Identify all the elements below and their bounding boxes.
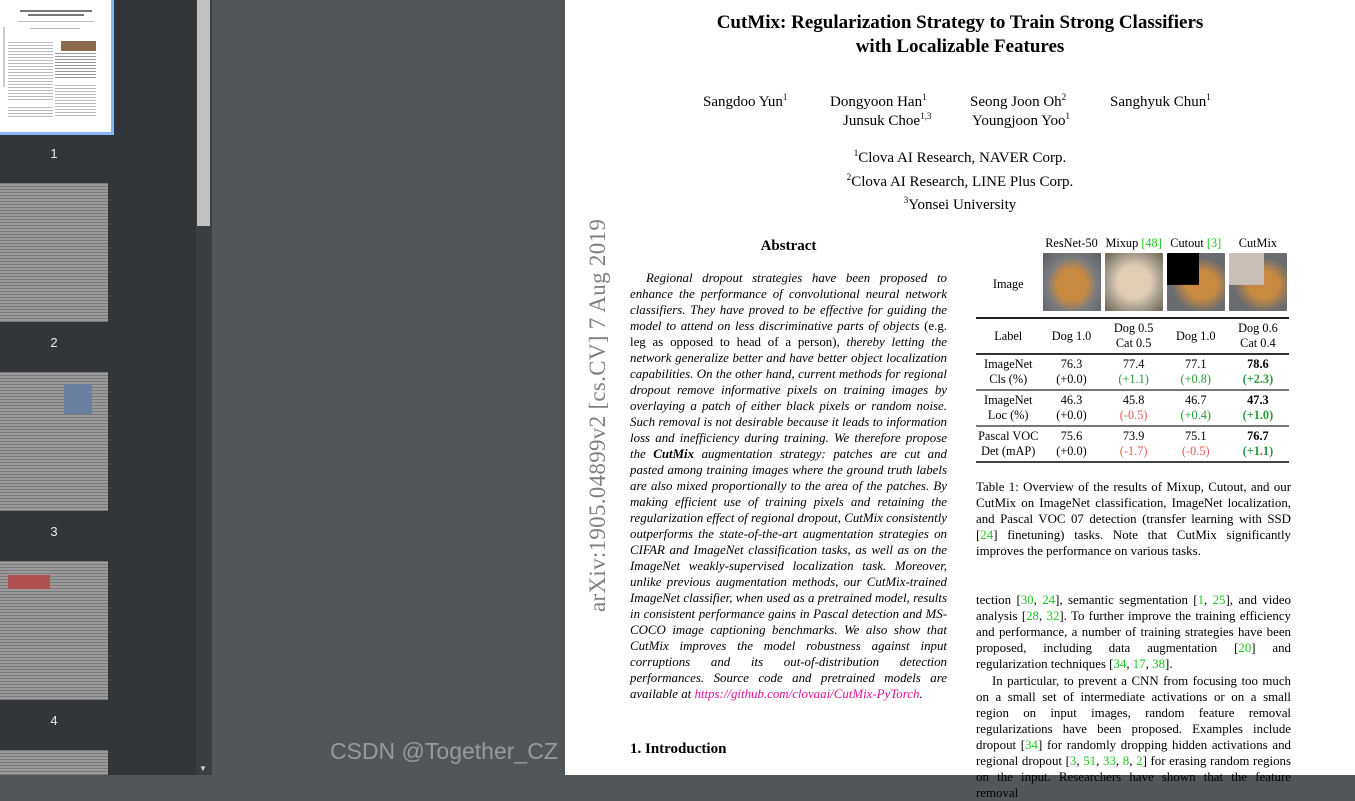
citation-link[interactable]: 33	[1103, 754, 1116, 768]
citation-link[interactable]: 20	[1238, 641, 1252, 655]
author: Sanghyuk Chun$^1$	[1110, 92, 1211, 110]
right-column	[976, 236, 1291, 801]
citation-link[interactable]: 34	[1113, 657, 1127, 671]
text-span: , thereby letting the network generalize better and have better object localization capabilities. On the other hand, current methods for regional dropout remove informative pixels on training images by overlaying a patch of either black pixels or random noise. Such removal is not desirable because it leads to information loss and inefficiency during training. We therefore propose the	[630, 335, 947, 461]
row-label: ImageNet Loc (%)	[983, 393, 1033, 422]
table-cell: Dog 1.0	[1051, 328, 1092, 343]
text-span: CutMix	[653, 447, 695, 461]
citation-link[interactable]: 38	[1152, 657, 1166, 671]
paper-title	[565, 11, 1355, 59]
text-span: (e.g. leg as opposed to head of a person)	[630, 319, 947, 349]
text-span: ] and regularization techniques [	[976, 641, 1291, 671]
text-span: ,	[1096, 754, 1104, 768]
text-span: ,	[1076, 754, 1084, 768]
row-label: Label	[994, 328, 1023, 343]
table-cell: 77.1 (+0.8)	[1180, 357, 1211, 386]
text-span: Regional dropout strategies have been proposed to enhance the performance of convolutional neural network classifiers. They have proved to be effective for guiding the model to attend on less discriminative parts of objects	[630, 271, 947, 333]
citation-link[interactable]: 17	[1132, 657, 1146, 671]
row-label: ImageNet Cls (%)	[983, 357, 1033, 386]
text-span: ].	[1165, 657, 1173, 671]
text-span: .	[919, 687, 923, 701]
citation-link[interactable]: 51	[1083, 754, 1097, 768]
page-thumbnail-3[interactable]	[0, 372, 108, 511]
table-cell: 46.3 (+0.0)	[1056, 393, 1087, 422]
table-cell: 46.7 (+0.4)	[1180, 393, 1211, 422]
table-caption	[976, 479, 1291, 559]
text-span: ,	[1033, 593, 1043, 607]
citation-link[interactable]: 2	[1136, 754, 1143, 768]
text-span: ,	[1039, 609, 1047, 623]
sidebar-scrollbar[interactable]	[196, 0, 212, 775]
text-span: ] finetuning) tasks. Note that CutMix significantly improves the performance on various tasks.	[976, 528, 1291, 558]
table-cell: 76.3 (+0.0)	[1056, 357, 1087, 386]
text-span: tection [	[976, 593, 1021, 607]
body-paragraph	[976, 673, 1291, 801]
table-cell: 76.7 (+1.1)	[1242, 429, 1274, 458]
text-span: ] for erasing random regions on the input. Researchers have shown that the feature removal	[976, 754, 1292, 800]
column-header: Mixup [48]	[1105, 236, 1162, 250]
text-span: ], semantic segmentation [	[1055, 593, 1198, 607]
page-thumbnail-1[interactable]	[0, 0, 114, 135]
thumbnail-sidebar	[0, 0, 196, 775]
introduction-heading: 1. Introduction	[630, 741, 727, 757]
author: Youngjoon Yoo$^1$	[972, 111, 1071, 129]
row-label: Pascal VOC Det (mAP)	[978, 429, 1039, 458]
text-span: ,	[1145, 657, 1153, 671]
citation-link[interactable]: 8	[1122, 754, 1130, 768]
page-number-label: 3	[50, 524, 58, 539]
table-cell: 78.6 (+2.3)	[1242, 357, 1274, 386]
column-header: Cutout [3]	[1170, 236, 1222, 250]
mixup-image	[1105, 253, 1163, 311]
column-header: CutMix	[1238, 236, 1278, 250]
url-link[interactable]: https://github.com/clovaai/CutMix-PyTorch	[694, 687, 920, 701]
table-cell: 45.8 (-0.5)	[1119, 393, 1148, 422]
image-row	[976, 251, 1289, 318]
text-span: ,	[1126, 657, 1133, 671]
scroll-down-arrow-icon[interactable]: ▼	[199, 764, 207, 773]
resnet-dog-image	[1043, 253, 1101, 311]
author: Dongyoon Han$^1$	[830, 92, 927, 110]
text-span: ,	[1129, 754, 1137, 768]
citation-link[interactable]: 24	[1042, 593, 1056, 607]
scrollbar-thumb[interactable]	[197, 0, 210, 226]
citation-link[interactable]: 24	[980, 528, 994, 542]
affiliation: Yonsei University	[908, 197, 1017, 213]
author: Junsuk Choe$^{1,3}$	[843, 111, 932, 129]
citation-link[interactable]: 3	[1069, 754, 1077, 768]
page-thumbnail-4[interactable]	[0, 561, 108, 700]
page-thumbnail-5[interactable]	[0, 750, 108, 775]
table-cell: 47.3 (+1.0)	[1242, 393, 1274, 422]
text-span: ] for randomly dropping hidden activations and regional dropout [	[976, 738, 1291, 768]
table-row	[976, 426, 1289, 462]
citation-link[interactable]: 25	[1212, 593, 1226, 607]
author: Sangdoo Yun$^1$	[703, 92, 788, 110]
affiliation: Clova AI Research, NAVER Corp.	[858, 150, 1067, 166]
watermark: CSDN @Together_CZ	[330, 738, 558, 764]
text-span: ,	[1204, 593, 1213, 607]
citation-link[interactable]: 34	[1025, 738, 1038, 752]
citation-link[interactable]: 32	[1046, 609, 1060, 623]
cutout-image	[1167, 253, 1225, 311]
left-column	[630, 237, 947, 758]
citation-link[interactable]: 28	[1026, 609, 1039, 623]
affiliations: $^1$Clova AI Research, NAVER Corp. $^2$Clova AI Research, LINE Plus Corp. $^3$Yonsei University	[846, 148, 1074, 213]
cutmix-image	[1229, 253, 1287, 311]
pdf-page	[565, 0, 1355, 800]
results-table	[976, 236, 1289, 463]
table-cell: Dog 0.6 Cat 0.4	[1238, 321, 1278, 350]
page-number-label: 1	[50, 146, 58, 161]
text-span: ], and video analysis [	[976, 593, 1291, 623]
table-row	[976, 318, 1289, 354]
affiliation: Clova AI Research, LINE Plus Corp.	[851, 173, 1074, 190]
abstract-text	[630, 270, 947, 702]
table-cell: 73.9 (-1.7)	[1119, 429, 1148, 458]
abstract-heading: Abstract	[760, 238, 817, 254]
column-header: ResNet-50	[1045, 236, 1098, 250]
table-cell: 75.1 (-0.5)	[1181, 429, 1210, 458]
table-header-row	[976, 236, 1289, 251]
page-number-label: 4	[50, 713, 58, 728]
page-thumbnail-2[interactable]	[0, 183, 108, 322]
table-cell: Dog 1.0	[1175, 328, 1216, 343]
citation-link[interactable]: 30	[1020, 593, 1034, 607]
table-cell: 77.4 (+1.1)	[1118, 357, 1149, 386]
page-number-label: 2	[50, 335, 58, 350]
table-cell: 75.6 (+0.0)	[1056, 429, 1087, 458]
title-line: with Localizable Features	[855, 36, 1065, 57]
text-span: In particular, to prevent a CNN from focusing too much on a small set of intermediate activations or on a small region on input images, random feature removal regularizations have been proposed. Examples include dropout [	[976, 674, 1291, 752]
table-row	[976, 354, 1289, 390]
table-cell: Dog 0.5 Cat 0.5	[1113, 321, 1154, 350]
text-span: ,	[1115, 754, 1123, 768]
author: Seong Joon Oh$^2$	[970, 92, 1067, 110]
text-span: Table 1: Overview of the results of Mixup, Cutout, and our CutMix on ImageNet classification, ImageNet localization, and Pascal VOC 07 detection (transfer learning with SSD [	[976, 480, 1291, 542]
body-paragraph	[976, 592, 1291, 672]
text-span: ]. To further improve the training efficiency and performance, a number of training strategies have been proposed, including data augmentation [	[976, 609, 1291, 655]
row-label: Image	[992, 276, 1024, 291]
arxiv-stamp: arXiv:1905.04899v2 [cs.CV] 7 Aug 2019	[585, 218, 610, 612]
citation-link[interactable]: 1	[1197, 593, 1205, 607]
text-span: augmentation strategy: patches are cut and pasted among training images where the ground truth labels are also mixed proportionally to the area of the patches. By making efficient use of training pixels and retaining the regularization effect of regional dropout, CutMix consistently outperforms the state-of-the-art augmentation strategies on CIFAR and ImageNet classification tasks, as well as on the ImageNet weakly-supervised localization task. Moreover, unlike previous augmentation methods, our CutMix-trained ImageNet classifier, when used as a pretrained model, results in consistent performance gains in Pascal detection and MS-COCO image captioning benchmarks. We also show that CutMix improves the model robustness against input corruptions and its out-of-distribution detection performances. Source code and pretrained models are available at	[630, 447, 947, 701]
title-line: CutMix: Regularization Strategy to Train Strong Classifiers	[716, 12, 1204, 33]
table-row	[976, 390, 1289, 426]
